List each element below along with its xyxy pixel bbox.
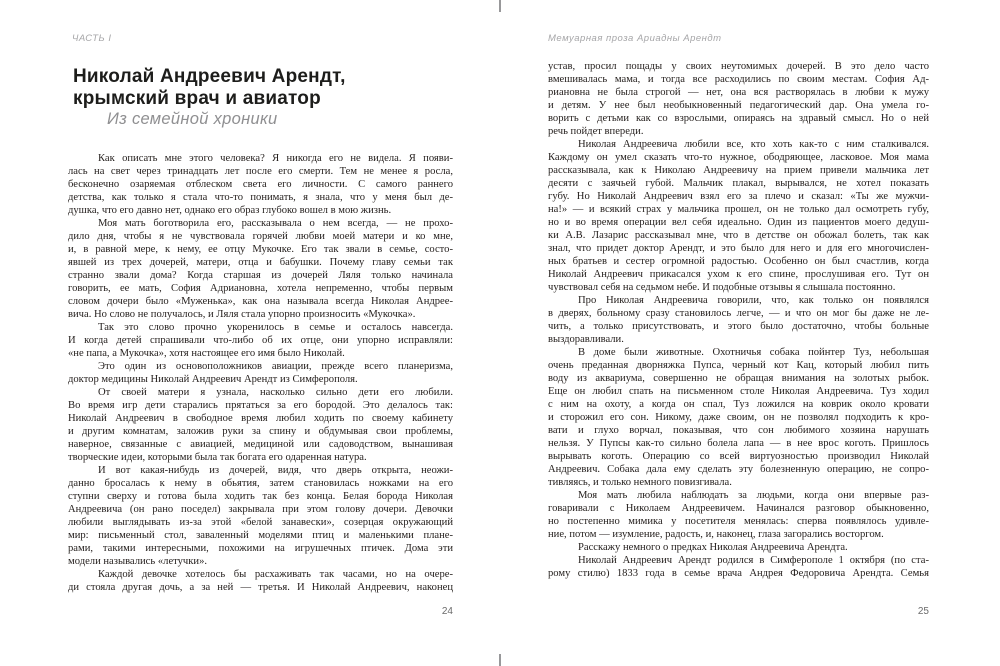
page-number-left: 24 bbox=[441, 606, 453, 617]
chapter-subtitle: Из семейной хроники bbox=[107, 110, 278, 128]
page-number-right: 25 bbox=[917, 606, 929, 617]
paragraph bbox=[548, 489, 929, 541]
chapter-title-line1: Николай Андреевич Арендт, bbox=[73, 66, 346, 87]
chapter-title-line2: крымский врач и авиатор bbox=[73, 87, 321, 109]
text-line: но и во время операции вел себя идеально. Один из пациентов моего дедуш- bbox=[548, 217, 929, 228]
paragraph bbox=[548, 138, 929, 294]
text-line: риановна не была строгой — нет, она вся растворялась в любви к мужу bbox=[548, 87, 929, 98]
text-line: доктор медицины Николай Андреевич Арендт из Симферополя. bbox=[68, 374, 358, 385]
text-line: мир: письменный стол, заваленный моделями птиц и маленькими плане- bbox=[68, 530, 453, 541]
text-line: «не папа, а Мукочка», хотя настоящее его имя было Николай. bbox=[68, 348, 345, 359]
text-line: с ним на охоту, а когда он спал, Туз ложился на коврик около кровати bbox=[548, 399, 929, 410]
text-line: И когда детей спрашивали что-либо об их отце, они упорно исправляли: bbox=[68, 335, 453, 346]
text-line: Николай Андреевич в свободное время любил ходить по своему кабинету bbox=[68, 413, 453, 424]
text-line: говаривали с Николаем Андреевичем. Начинался разговор обыкновенно, bbox=[548, 503, 929, 514]
right-page-body bbox=[548, 60, 929, 580]
text-line: модели назывались «летучки». bbox=[68, 556, 208, 567]
text-line: в дверях, больному сразу становилось легче, — и что он мог бы даже не ле- bbox=[548, 308, 929, 319]
text-line: данно бросалась к нему в обьятия, затем становилась ножками на его bbox=[68, 478, 453, 489]
paragraph bbox=[548, 541, 929, 554]
text-line: Андреевич. Собака дала ему сделать эту болезненную операцию, не сопро- bbox=[548, 464, 929, 475]
text-line: и сторожил его сон. Никому, даже своим, он не позволял подходить к кро- bbox=[548, 412, 929, 423]
text-line: творческие идеи, которыми была так богата его одаренная натура. bbox=[68, 452, 367, 463]
text-line: вырывать коготь. Операцию со всей виртуозностью производил Николай bbox=[548, 451, 929, 462]
text-line: Во время игр дети старались прятаться за его бородой. Это делалось так: bbox=[68, 400, 453, 411]
text-line: ди стояла другая дочь, а за ней — третья. И Николай Андреевич, наконец bbox=[68, 582, 453, 593]
text-line: Это один из основоположников авиации, прежде всего планеризма, bbox=[98, 361, 453, 372]
text-line: дило дня, чтобы я не чувствовала горячей любви моей матери и ко мне, bbox=[68, 231, 453, 242]
text-line: Каждой девочке хотелось бы расхаживать так часами, но на очере- bbox=[98, 569, 453, 580]
text-line: на!» — и всякий страх у мальчика прошел, он не только дал осмотреть губу, bbox=[548, 204, 929, 215]
text-line: ворить с детьми как со взрослыми, опираясь на здравый смысл. Но о ней bbox=[548, 113, 929, 124]
text-line: ступни сверху и готова была ходить так без конца. Белая борода Николая bbox=[68, 491, 453, 502]
text-line: странно звали дома? Когда старшая из дочерей Ляля только начинала bbox=[68, 270, 453, 281]
text-line: вати и глухо ворчал, показывая, что сон любимого хозяина нарушать bbox=[548, 425, 929, 436]
text-line: ных братьев и сестер огромной радостью. Особенно он был счастлив, когда bbox=[548, 256, 929, 267]
paragraph bbox=[68, 152, 453, 217]
paragraph bbox=[68, 217, 453, 321]
text-line: ние, потом — изумление, радость, и, наконец, глаза загорались восторгом. bbox=[548, 529, 884, 540]
text-line: очень преданная дворняжка Пупса, черный кот Кац, который любил пить bbox=[548, 360, 929, 371]
text-line: знал, что придет доктор Арендт, и это было для него и для его многочислен- bbox=[548, 243, 929, 254]
text-line: устав, просил пощады у своих неутомимых дочерей. В это дело часто bbox=[548, 61, 929, 72]
paragraph bbox=[68, 386, 453, 464]
text-line: нельзя. У Пупсы как-то сильно болела лапа — в нее врос коготь. Пришлось bbox=[548, 438, 929, 449]
paragraph bbox=[68, 464, 453, 568]
text-line: говорить, ее мать, София Адриановна, хотела непременно, чтобы первым bbox=[68, 283, 453, 294]
text-line: чить, а только присутствовать, и этого было достаточно, чтобы больные bbox=[548, 321, 929, 332]
text-line: наверное, связанные с авиацией, медициной или садоводством, вынашивая bbox=[68, 439, 453, 450]
text-line: Моя мать боготворила его, рассказывала о нем всегда, — не прохо- bbox=[98, 218, 453, 229]
text-line: Николай Андреевич Арендт родился в Симферополе 1 октября (по ста- bbox=[578, 555, 929, 566]
text-line: Про Николая Андреевича говорили, что, как только он появлялся bbox=[578, 295, 929, 306]
text-line: Каждому он умел сказать что-то нужное, ободряющее, ласковое. Моя мама bbox=[548, 152, 929, 163]
text-line: но постепенно мимика у посетителя менялась: сперва появлялось удивле- bbox=[548, 516, 929, 527]
text-line: И вот какая-нибудь из дочерей, видя, что дверь открыта, неожи- bbox=[98, 465, 453, 476]
running-header-book-title: Мемуарная проза Ариадны Арендт bbox=[548, 33, 722, 44]
paragraph bbox=[548, 554, 929, 580]
text-line: Как описать мне этого человека? Я никогда его не видела. Я появи- bbox=[98, 153, 453, 164]
text-line: вмешивалась мама, и тогда все расходились по своим местам. София Ад- bbox=[548, 74, 929, 85]
text-line: Николай Андреевич прикасался ухом к его спине, прослушивая его. Тут он bbox=[548, 269, 929, 280]
text-line: Еще он любил спать на письменном столе Николая Андреевича. Туз ходил bbox=[548, 386, 929, 397]
text-line: Расскажу немного о предках Николая Андреевича Арендта. bbox=[578, 542, 848, 553]
paragraph bbox=[68, 568, 453, 594]
chapter-title bbox=[73, 66, 473, 109]
text-line: любили выглядывать из-за этой «белой занавески», созерцая окружающий bbox=[68, 517, 453, 528]
text-line: воду из аквариума, совершенно не обращая внимания на золотых рыбок. bbox=[548, 373, 929, 384]
paragraph bbox=[548, 294, 929, 346]
text-line: и, в равной мере, к нему, ее отцу Мукочке. Его так звали в семье, состо- bbox=[68, 244, 453, 255]
text-line: словом дочери было «Муженька», как она называла всегда Николая Андрее- bbox=[68, 296, 453, 307]
text-line: бесконечно озаряемая отблеском света его личности. С самого раннего bbox=[68, 179, 453, 190]
text-line: В доме были животные. Охотничья собака пойнтер Туз, небольшая bbox=[578, 347, 929, 358]
paragraph bbox=[548, 346, 929, 489]
page-right bbox=[500, 0, 1000, 666]
text-line: душка, что его давно нет, однако его образ глубоко вошел в мою жизнь. bbox=[68, 205, 392, 216]
text-line: рому стилю) 1833 года в семье врача Андрея Федоровича Арендта. Семья bbox=[548, 568, 929, 579]
text-line: детства, как только я стала что-то понимать, я знала, что у меня был де- bbox=[68, 192, 453, 203]
text-line: тивляясь, и только немного повизгивала. bbox=[548, 477, 732, 488]
text-line: вича. Но слово не получалось, и Ляля стала упорно произносить «Мукочка». bbox=[68, 309, 416, 320]
text-line: рассказывала, как к Николаю Андреевичу на прием привели мальчика лет bbox=[548, 165, 929, 176]
text-line: Николая Андреевича любили все, кто хоть как-то с ним сталкивался. bbox=[578, 139, 929, 150]
paragraph bbox=[68, 360, 453, 386]
text-line: чувствовал себя на седьмом небе. И подобные отзывы я слышала постоянно. bbox=[548, 282, 896, 293]
paragraph bbox=[548, 60, 929, 138]
paragraph bbox=[68, 321, 453, 360]
text-line: рами, такими интересными, похожими на игрушечных птичек. Дома эти bbox=[68, 543, 453, 554]
text-line: Так это слово прочно укоренилось в семье и осталось навсегда. bbox=[98, 322, 453, 333]
text-line: губу. Но Николай Андреевич взял его за плечо и сказал: «Ты же мужчи- bbox=[548, 191, 929, 202]
text-line: Андреевича (он рано поседел) закрывала при этом голову дочери. Девочки bbox=[68, 504, 453, 515]
text-line: ки А.В. Лазарис рассказывал мне, что в детстве он обожал болеть, так как bbox=[548, 230, 929, 241]
text-line: От своей матери я узнала, насколько сильно дети его любили. bbox=[98, 387, 453, 398]
running-header-part: ЧАСТЬ I bbox=[72, 33, 112, 44]
text-line: выздоравливали. bbox=[548, 334, 624, 345]
text-line: речь пойдет впереди. bbox=[548, 126, 644, 137]
text-line: Моя мать любила наблюдать за людьми, когда они впервые раз- bbox=[578, 490, 929, 501]
text-line: явшей из трех дочерей, матери, отца и бабушки. Почему главу семьи так bbox=[68, 257, 453, 268]
text-line: и детям. У нее был необыкновенный педагогический дар. Она умела го- bbox=[548, 100, 929, 111]
left-page-body bbox=[68, 152, 453, 594]
text-line: и другим комнатам, заложив руки за спину и обдумывая свои проблемы, bbox=[68, 426, 453, 437]
text-line: десяти с заячьей губой. Мальчик плакал, вырывался, не хотел показать bbox=[548, 178, 929, 189]
text-line: лась на свет через тринадцать лет после его смерти. Тем не менее я росла, bbox=[68, 166, 453, 177]
